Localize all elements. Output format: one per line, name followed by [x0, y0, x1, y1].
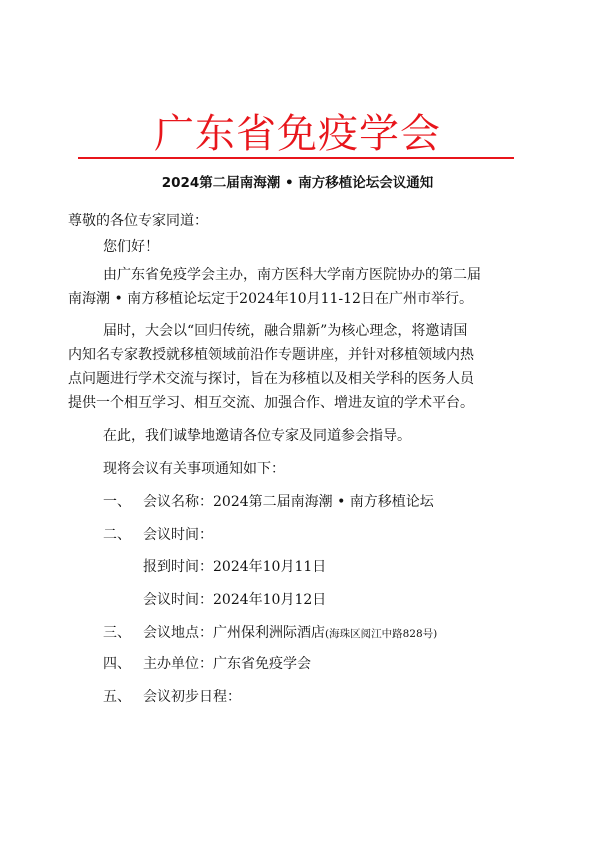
invitation-paragraph: 在此，我们诚挚地邀请各位专家及同道参会指导。 — [103, 428, 411, 444]
item-label: 会议地点： — [143, 625, 213, 641]
notice-intro-paragraph: 现将会议有关事项通知如下： — [103, 461, 285, 477]
item-venue — [143, 624, 437, 643]
notice-title: 2024第二届南海潮 • 南方移植论坛会议通知 — [161, 175, 434, 191]
item-value: 2024第二届南海潮 • 南方移植论坛 — [213, 494, 434, 510]
item-organizer — [143, 655, 311, 673]
org-letterhead-title: 广东省免疫学会 — [154, 111, 441, 157]
concept-paragraph-line-4: 提供一个相互学习、相互交流、加强合作、增进友谊的学术平台。 — [68, 395, 474, 411]
item-label: 会议初步日程： — [143, 689, 241, 705]
item-number: 五、 — [103, 689, 131, 705]
item-meeting-name — [143, 493, 434, 511]
item-label: 会议时间： — [143, 527, 213, 543]
letterhead-red-divider — [78, 157, 514, 159]
venue-address-note: (海珠区阅江中路828号) — [325, 628, 438, 640]
item-number: 三、 — [103, 625, 131, 641]
item-label: 主办单位： — [143, 656, 213, 672]
item-number: 二、 — [103, 527, 131, 543]
registration-time — [143, 558, 326, 576]
item-preliminary-schedule — [143, 688, 241, 706]
intro-paragraph-line-2: 南海潮 • 南方移植论坛定于2024年10月11-12日在广州市举行。 — [68, 291, 473, 307]
concept-paragraph-line-3: 点问题进行学术交流与探讨，旨在为移植以及相关学科的医务人员 — [68, 371, 474, 387]
salutation: 尊敬的各位专家同道： — [68, 213, 208, 229]
greeting: 您们好！ — [103, 239, 159, 255]
item-label: 会议名称： — [143, 494, 213, 510]
conference-time — [143, 591, 326, 609]
item-meeting-time — [143, 526, 213, 544]
schedule-label: 会议时间： — [143, 592, 213, 608]
concept-paragraph-line-1: 届时，大会以“回归传统，融合鼎新”为核心理念，将邀请国 — [103, 323, 468, 339]
intro-paragraph-line-1: 由广东省免疫学会主办，南方医科大学南方医院协办的第二届 — [103, 267, 481, 283]
item-value: 广州保利洲际酒店 — [213, 625, 325, 641]
item-number: 四、 — [103, 656, 131, 672]
schedule-value: 2024年10月11日 — [213, 559, 327, 575]
concept-paragraph-line-2: 内知名专家教授就移植领域前沿作专题讲座，并针对移植领域内热 — [68, 347, 474, 363]
item-number: 一、 — [103, 494, 131, 510]
schedule-label: 报到时间： — [143, 559, 213, 575]
schedule-value: 2024年10月12日 — [213, 592, 327, 608]
item-value: 广东省免疫学会 — [213, 656, 311, 672]
